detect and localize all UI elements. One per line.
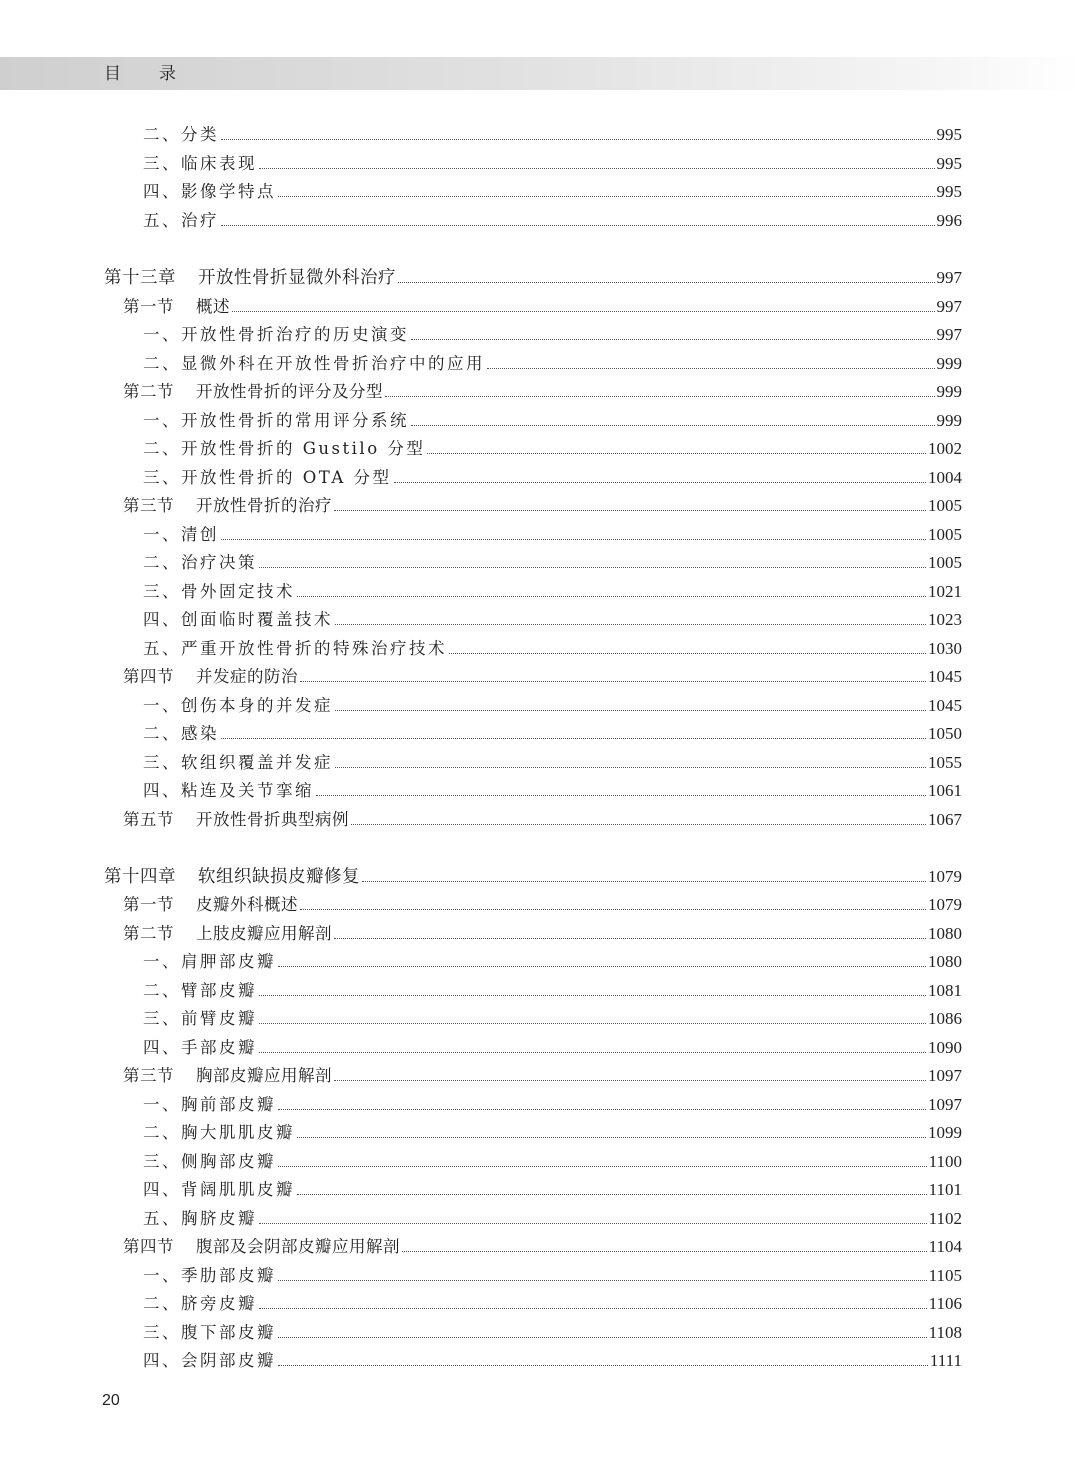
toc-entry-title bbox=[123, 381, 383, 403]
page-number: 20 bbox=[102, 1392, 120, 1409]
toc-item[interactable] bbox=[143, 349, 962, 375]
toc-item[interactable] bbox=[143, 1147, 962, 1173]
dot-leader bbox=[278, 196, 935, 197]
dot-leader bbox=[297, 1137, 926, 1138]
dot-leader bbox=[278, 1337, 927, 1338]
toc-entry-label: 第二节 bbox=[123, 382, 174, 401]
dot-leader bbox=[300, 681, 926, 682]
toc-page-number: 995 bbox=[936, 125, 962, 144]
dot-leader bbox=[335, 767, 926, 768]
toc-entry-title bbox=[123, 666, 298, 688]
dot-leader bbox=[398, 282, 935, 283]
toc-page-number: 1108 bbox=[928, 1323, 962, 1342]
toc-page-number: 1050 bbox=[928, 724, 962, 743]
dot-leader bbox=[449, 653, 926, 654]
toc-page-number: 1080 bbox=[928, 952, 962, 971]
toc-item[interactable] bbox=[143, 434, 962, 460]
toc-entry-title bbox=[143, 124, 219, 146]
toc-entry-text: 一、开放性骨折治疗的历史演变 bbox=[143, 325, 409, 344]
toc-page-number: 1005 bbox=[928, 496, 962, 515]
toc-page-number: 1067 bbox=[928, 810, 962, 829]
running-header-title: 目录 bbox=[104, 64, 214, 84]
toc-entry-text: 三、开放性骨折的 OTA 分型 bbox=[143, 468, 392, 487]
toc-page-number: 1111 bbox=[929, 1351, 962, 1370]
toc-entry-title bbox=[143, 1008, 257, 1030]
toc-entry-label: 第四节 bbox=[123, 667, 174, 686]
toc-page-number: 1045 bbox=[928, 696, 962, 715]
toc-section[interactable] bbox=[123, 1232, 962, 1258]
toc-entry-text: 四、会阴部皮瓣 bbox=[143, 1351, 276, 1370]
toc-entry-text: 四、背阔肌肌皮瓣 bbox=[143, 1180, 295, 1199]
dot-leader bbox=[385, 396, 935, 397]
dot-leader bbox=[221, 738, 926, 739]
toc-entry-title bbox=[143, 1179, 295, 1201]
toc-page-number: 1080 bbox=[928, 924, 962, 943]
dot-leader bbox=[221, 139, 935, 140]
toc-entry-title bbox=[143, 153, 257, 175]
toc-entry-text: 皮瓣外科概述 bbox=[196, 895, 298, 914]
toc-entry-text: 开放性骨折的治疗 bbox=[196, 496, 332, 515]
toc-entry-title bbox=[143, 638, 447, 660]
toc-entry-text: 二、显微外科在开放性骨折治疗中的应用 bbox=[143, 354, 485, 373]
toc-item[interactable] bbox=[143, 605, 962, 631]
toc-entry-text: 四、影像学特点 bbox=[143, 182, 276, 201]
toc-page-number: 1005 bbox=[928, 525, 962, 544]
toc-entry-title bbox=[143, 353, 485, 375]
toc-page-number: 1081 bbox=[928, 981, 962, 1000]
toc-page-number: 1045 bbox=[928, 667, 962, 686]
dot-leader bbox=[297, 596, 926, 597]
toc-entry-text: 软组织缺损皮瓣修复 bbox=[198, 867, 360, 887]
toc-entry-title bbox=[143, 752, 333, 774]
toc-entry-text: 三、前臂皮瓣 bbox=[143, 1009, 257, 1028]
toc-entry-title bbox=[123, 894, 298, 916]
toc-entry-title bbox=[104, 267, 396, 289]
toc-page-number: 999 bbox=[936, 354, 962, 373]
dot-leader bbox=[300, 909, 926, 910]
dot-leader bbox=[259, 1308, 927, 1309]
dot-leader bbox=[335, 624, 926, 625]
toc-entry-text: 上肢皮瓣应用解剖 bbox=[196, 924, 332, 943]
toc-entry-title bbox=[123, 809, 349, 831]
toc-item[interactable] bbox=[143, 719, 962, 745]
toc-entry-text: 四、手部皮瓣 bbox=[143, 1038, 257, 1057]
toc-page-number: 1055 bbox=[928, 753, 962, 772]
toc-page-number: 1106 bbox=[928, 1294, 962, 1313]
toc-entry-text: 三、侧胸部皮瓣 bbox=[143, 1152, 276, 1171]
toc-entry-title bbox=[143, 324, 409, 346]
dot-leader bbox=[351, 824, 926, 825]
toc-entry-title bbox=[143, 695, 333, 717]
toc-page-number: 995 bbox=[936, 182, 962, 201]
toc-item[interactable] bbox=[143, 1346, 962, 1372]
toc-page-number: 1086 bbox=[928, 1009, 962, 1028]
toc-entry-title bbox=[104, 866, 360, 888]
toc-entry-label: 第三节 bbox=[123, 496, 174, 515]
toc-item[interactable] bbox=[143, 206, 962, 232]
toc-entry-title bbox=[143, 609, 333, 631]
toc-entry-text: 开放性骨折的评分及分型 bbox=[196, 382, 383, 401]
toc-page-number: 1005 bbox=[928, 553, 962, 572]
toc-entry-title bbox=[123, 495, 332, 517]
toc-chapter[interactable] bbox=[104, 862, 962, 888]
toc-entry-title bbox=[143, 1151, 276, 1173]
toc-page-number: 999 bbox=[936, 411, 962, 430]
toc-entry-text: 一、开放性骨折的常用评分系统 bbox=[143, 411, 409, 430]
toc-page-number: 1061 bbox=[928, 781, 962, 800]
toc-entry-title bbox=[143, 1293, 257, 1315]
toc-entry-text: 三、腹下部皮瓣 bbox=[143, 1323, 276, 1342]
toc-entry-text: 二、开放性骨折的 Gustilo 分型 bbox=[143, 439, 426, 458]
toc-item[interactable] bbox=[143, 1004, 962, 1030]
dot-leader bbox=[259, 567, 926, 568]
toc-chapter[interactable] bbox=[104, 263, 962, 289]
toc-item[interactable] bbox=[143, 120, 962, 146]
toc-entry-title bbox=[143, 552, 257, 574]
toc-entry-text: 四、粘连及关节挛缩 bbox=[143, 781, 314, 800]
toc-page-number: 1079 bbox=[928, 895, 962, 914]
toc-entry-title bbox=[143, 181, 276, 203]
toc-page-number: 996 bbox=[936, 211, 962, 230]
toc-item[interactable] bbox=[143, 406, 962, 432]
toc-item[interactable] bbox=[143, 1090, 962, 1116]
toc-entry-text: 概述 bbox=[196, 297, 230, 316]
dot-leader bbox=[427, 453, 926, 454]
toc-item[interactable] bbox=[143, 1261, 962, 1287]
toc-entry-label: 第五节 bbox=[123, 810, 174, 829]
toc-entry-title bbox=[143, 524, 219, 546]
toc-section[interactable] bbox=[123, 919, 962, 945]
dot-leader bbox=[402, 1251, 927, 1252]
toc-item[interactable] bbox=[143, 748, 962, 774]
toc-entry-label: 第一节 bbox=[123, 297, 174, 316]
toc-section[interactable] bbox=[123, 292, 962, 318]
toc-item[interactable] bbox=[143, 1033, 962, 1059]
toc-entry-text: 四、创面临时覆盖技术 bbox=[143, 610, 333, 629]
toc-item[interactable] bbox=[143, 177, 962, 203]
toc-page-number: 1100 bbox=[928, 1152, 962, 1171]
toc-item[interactable] bbox=[143, 149, 962, 175]
toc-page-number: 997 bbox=[936, 325, 962, 344]
toc-item[interactable] bbox=[143, 548, 962, 574]
toc-item[interactable] bbox=[143, 634, 962, 660]
toc-entry-title bbox=[143, 1208, 257, 1230]
toc-entry-text: 并发症的防治 bbox=[196, 667, 298, 686]
toc-item[interactable] bbox=[143, 776, 962, 802]
dot-leader bbox=[316, 795, 926, 796]
dot-leader bbox=[278, 1109, 926, 1110]
toc-item[interactable] bbox=[143, 463, 962, 489]
toc-item[interactable] bbox=[143, 1175, 962, 1201]
toc-page-number: 997 bbox=[936, 268, 962, 287]
toc-entry-label: 第十四章 bbox=[104, 867, 176, 887]
toc-entry-text: 一、创伤本身的并发症 bbox=[143, 696, 333, 715]
toc-item[interactable] bbox=[143, 320, 962, 346]
toc-entry-title bbox=[143, 1265, 276, 1287]
dot-leader bbox=[259, 995, 926, 996]
toc-entry-text: 二、分类 bbox=[143, 125, 219, 144]
toc-section[interactable] bbox=[123, 491, 962, 517]
toc-page-number: 1030 bbox=[928, 639, 962, 658]
toc-item[interactable] bbox=[143, 691, 962, 717]
toc-entry-title bbox=[143, 1350, 276, 1372]
toc-page-number: 1002 bbox=[928, 439, 962, 458]
toc-entry-label: 第四节 bbox=[123, 1237, 174, 1256]
toc-entry-title bbox=[143, 467, 392, 489]
toc-item[interactable] bbox=[143, 520, 962, 546]
toc-entry-title bbox=[143, 410, 409, 432]
toc-item[interactable] bbox=[143, 1118, 962, 1144]
toc-entry-title bbox=[143, 1037, 257, 1059]
toc-entry-text: 五、胸脐皮瓣 bbox=[143, 1209, 257, 1228]
toc-entry-text: 二、治疗决策 bbox=[143, 553, 257, 572]
toc-entry-label: 第十三章 bbox=[104, 268, 176, 288]
dot-leader bbox=[297, 1194, 927, 1195]
toc-page-number: 1004 bbox=[928, 468, 962, 487]
dot-leader bbox=[411, 425, 935, 426]
toc-item[interactable] bbox=[143, 1204, 962, 1230]
dot-leader bbox=[278, 1365, 928, 1366]
toc-section[interactable] bbox=[123, 805, 962, 831]
toc-page-number: 1099 bbox=[928, 1123, 962, 1142]
dot-leader bbox=[411, 339, 935, 340]
toc-item[interactable] bbox=[143, 976, 962, 1002]
dot-leader bbox=[334, 938, 926, 939]
toc-page-number: 1090 bbox=[928, 1038, 962, 1057]
toc-item[interactable] bbox=[143, 1318, 962, 1344]
dot-leader bbox=[335, 710, 926, 711]
toc-page-number: 1097 bbox=[928, 1066, 962, 1085]
toc-entry-text: 二、感染 bbox=[143, 724, 219, 743]
toc-page-number: 1102 bbox=[928, 1209, 962, 1228]
dot-leader bbox=[278, 1166, 927, 1167]
toc-section[interactable] bbox=[123, 890, 962, 916]
toc-entry-text: 开放性骨折典型病例 bbox=[196, 810, 349, 829]
toc-page-number: 1104 bbox=[928, 1237, 962, 1256]
toc-entry-title bbox=[143, 780, 314, 802]
toc-entry-text: 一、肩胛部皮瓣 bbox=[143, 952, 276, 971]
toc-entry-title bbox=[143, 1122, 295, 1144]
toc-page-number: 1097 bbox=[928, 1095, 962, 1114]
toc-entry-text: 三、骨外固定技术 bbox=[143, 582, 295, 601]
dot-leader bbox=[259, 168, 935, 169]
toc-entry-title bbox=[143, 210, 219, 232]
toc-entry-text: 一、季肋部皮瓣 bbox=[143, 1266, 276, 1285]
toc-entry-title bbox=[143, 438, 425, 460]
dot-leader bbox=[334, 510, 926, 511]
dot-leader bbox=[487, 368, 935, 369]
toc-entry-label: 第二节 bbox=[123, 924, 174, 943]
toc-section[interactable] bbox=[123, 377, 962, 403]
toc-entry-title bbox=[143, 581, 295, 603]
toc-entry-title bbox=[123, 923, 332, 945]
dot-leader bbox=[221, 539, 926, 540]
toc-entry-title bbox=[143, 1094, 276, 1116]
toc-entry-title bbox=[143, 723, 219, 745]
toc-entry-title bbox=[143, 1322, 276, 1344]
dot-leader bbox=[259, 1023, 926, 1024]
toc-item[interactable] bbox=[143, 947, 962, 973]
toc-entry-label: 第一节 bbox=[123, 895, 174, 914]
dot-leader bbox=[362, 881, 926, 882]
toc-item[interactable] bbox=[143, 577, 962, 603]
toc-page-number: 997 bbox=[936, 297, 962, 316]
toc-entry-text: 开放性骨折显微外科治疗 bbox=[198, 268, 396, 288]
dot-leader bbox=[259, 1223, 927, 1224]
toc-entry-text: 三、软组织覆盖并发症 bbox=[143, 753, 333, 772]
toc-entry-text: 二、胸大肌肌皮瓣 bbox=[143, 1123, 295, 1142]
toc-item[interactable] bbox=[143, 1289, 962, 1315]
toc-entry-text: 一、清创 bbox=[143, 525, 219, 544]
toc-entry-text: 二、脐旁皮瓣 bbox=[143, 1294, 257, 1313]
toc-entry-text: 胸部皮瓣应用解剖 bbox=[196, 1066, 332, 1085]
dot-leader bbox=[334, 1080, 926, 1081]
toc-entry-text: 三、临床表现 bbox=[143, 154, 257, 173]
toc-page-number: 999 bbox=[936, 382, 962, 401]
toc-entry-title bbox=[123, 1065, 332, 1087]
dot-leader bbox=[278, 1280, 927, 1281]
toc-page-number: 1021 bbox=[928, 582, 962, 601]
toc-entry-text: 腹部及会阴部皮瓣应用解剖 bbox=[196, 1237, 400, 1256]
toc-entry-text: 五、治疗 bbox=[143, 211, 219, 230]
toc-page-number: 1079 bbox=[928, 867, 962, 886]
dot-leader bbox=[221, 225, 935, 226]
toc-section[interactable] bbox=[123, 662, 962, 688]
dot-leader bbox=[259, 1052, 926, 1053]
toc-section[interactable] bbox=[123, 1061, 962, 1087]
toc-entry-text: 五、严重开放性骨折的特殊治疗技术 bbox=[143, 639, 447, 658]
toc-entry-title bbox=[123, 296, 230, 318]
toc-entry-label: 第三节 bbox=[123, 1066, 174, 1085]
dot-leader bbox=[232, 311, 935, 312]
toc-entry-title bbox=[123, 1236, 400, 1258]
toc-entry-text: 二、臂部皮瓣 bbox=[143, 981, 257, 1000]
toc-entry-text: 一、胸前部皮瓣 bbox=[143, 1095, 276, 1114]
toc-page-number: 1023 bbox=[928, 610, 962, 629]
toc-page-number: 1105 bbox=[928, 1266, 962, 1285]
toc-page-number: 995 bbox=[936, 154, 962, 173]
dot-leader bbox=[394, 482, 926, 483]
toc-entry-title bbox=[143, 951, 276, 973]
toc-page-number: 1101 bbox=[928, 1180, 962, 1199]
dot-leader bbox=[278, 966, 926, 967]
toc-entry-title bbox=[143, 980, 257, 1002]
